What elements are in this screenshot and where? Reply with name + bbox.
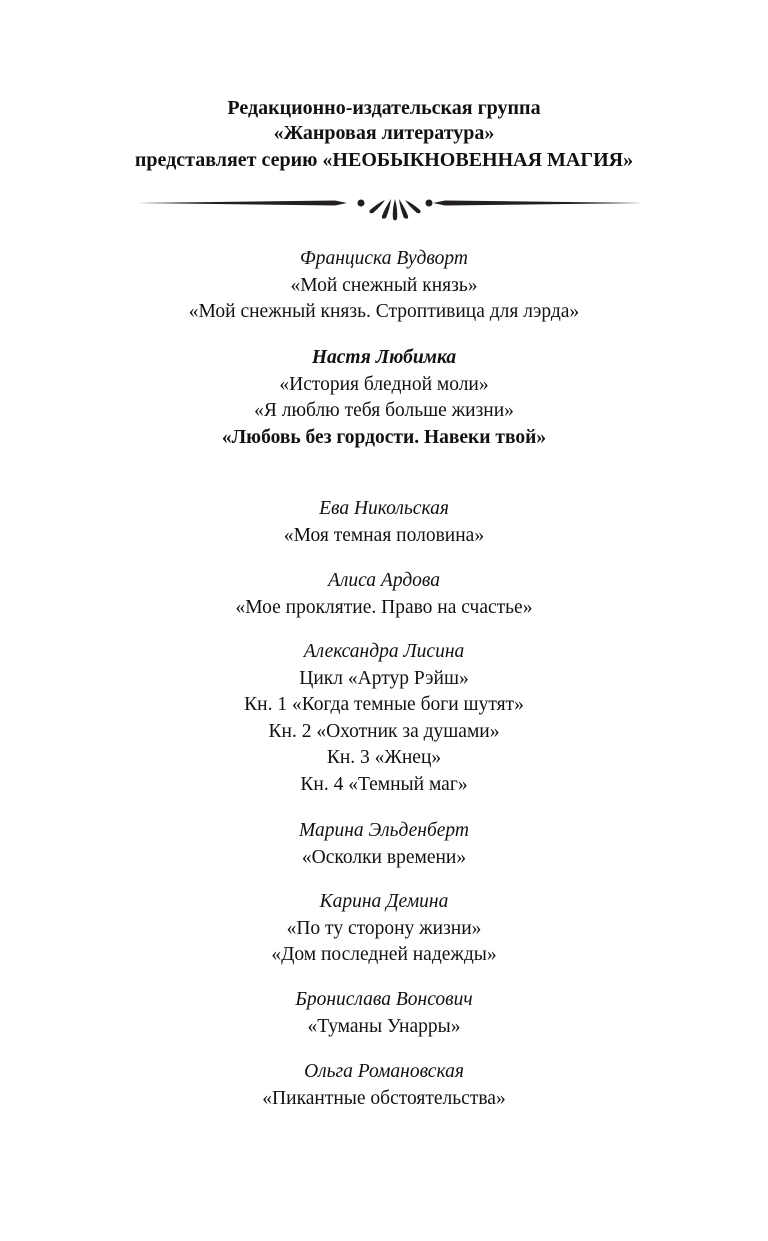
author-name: Александра Лисина: [303, 641, 465, 662]
book-title: «Осколки времени»: [301, 846, 467, 868]
book-title: «Туманы Унарры»: [307, 1015, 461, 1037]
author-entry: [0, 889, 768, 969]
book-title: «Пикантные обстоятельства»: [262, 1087, 506, 1109]
author-name: Настя Любимка: [311, 347, 457, 368]
book-title: «История бледной моли»: [279, 373, 489, 395]
author-entry: [0, 639, 768, 799]
author-name: Бронислава Вонсович: [295, 989, 473, 1010]
author-name: Франциска Вудворт: [300, 248, 468, 269]
publisher-group-name: «Жанровая литература»: [273, 122, 495, 144]
author-name: Ольга Романовская: [304, 1061, 464, 1082]
author-entry: [0, 246, 768, 326]
book-title: «Моя темная половина»: [283, 524, 485, 546]
book-title: «Дом последней надежды»: [271, 944, 497, 966]
author-entry: [0, 987, 768, 1040]
author-name: Ева Никольская: [319, 498, 449, 519]
author-entry: [0, 818, 768, 871]
book-title: Кн. 2 «Охотник за душами»: [268, 720, 500, 742]
series-title: представляет серию «НЕОБЫКНОВЕННАЯ МАГИЯ»: [134, 149, 634, 171]
book-title: «Мое проклятие. Право на счастье»: [235, 596, 533, 618]
book-title: «По ту сторону жизни»: [286, 917, 482, 939]
author-entry: [0, 568, 768, 621]
book-title: «Мой снежный князь»: [290, 274, 478, 296]
author-entry: [0, 345, 768, 451]
book-title: «Мой снежный князь. Строптивица для лэрда»: [188, 301, 580, 323]
author-name: Марина Эльденберт: [299, 820, 469, 841]
book-title: Цикл «Артур Рэйш»: [299, 667, 469, 689]
author-name: Алиса Ардова: [327, 570, 441, 591]
author-entry: [0, 496, 768, 549]
author-name: Карина Демина: [319, 891, 449, 912]
book-title: Кн. 1 «Когда темные боги шутят»: [244, 694, 524, 716]
book-title: «Я люблю тебя больше жизни»: [254, 400, 514, 422]
decorative-divider-icon: [135, 188, 645, 222]
publisher-line: Редакционно-издательская группа: [227, 97, 541, 119]
author-entry: [0, 1059, 768, 1112]
book-title: «Любовь без гордости. Навеки твой»: [221, 426, 547, 448]
book-title: Кн. 3 «Жнец»: [326, 747, 442, 769]
book-title: Кн. 4 «Темный маг»: [300, 773, 468, 795]
